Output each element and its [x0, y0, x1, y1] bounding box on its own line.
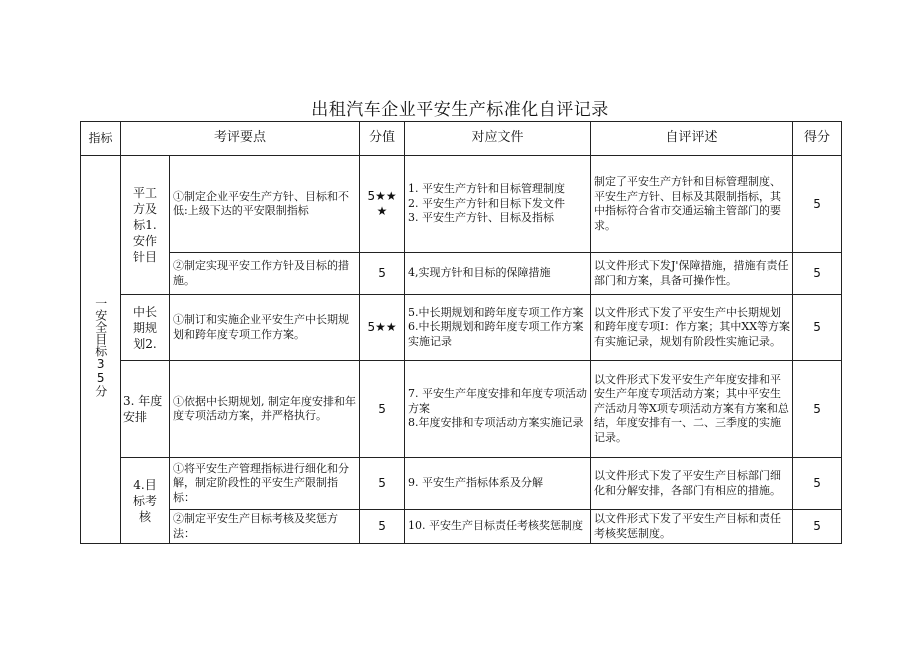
header-row — [81, 122, 842, 156]
sub-indicator-cell — [121, 458, 170, 544]
review-cell: 以文件形式下发了平安生产中长期规划和跨年度专项I：作方案；其中XX等方案有实施记录，规划有阶段性实施记录。 — [591, 295, 793, 361]
table-row — [81, 156, 842, 253]
header-documents: 对应文件 — [405, 122, 591, 156]
review-cell: 以文件形式下发了平安生产目标和责任考核奖惩制度。 — [591, 510, 793, 544]
table-row — [81, 510, 842, 544]
documents-cell: 1. 平安生产方针和目标管理制度 2. 平安生产方针和目标下发文件 3. 平安生产方针、目标及指标 — [405, 156, 591, 253]
review-cell: 以文件形式下发平安生产年度安排和平安生产年度专项活动方案；其中平安生产活动月等X项专项活动方案有方案和总结，年度安排有一、二、三季度的实施记录。 — [591, 361, 793, 458]
self-evaluation-table — [80, 121, 842, 544]
score-cell: 5 — [793, 510, 842, 544]
review-cell: 以文件形式下发了平安生产目标部门细化和分解安排，各部门有相应的措施。 — [591, 458, 793, 510]
score-value-cell: 5 — [360, 510, 405, 544]
requirement-cell: ①制订和实施企业平安生产中长期规划和跨年度专项工作方案。 — [170, 295, 360, 361]
header-score: 得分 — [793, 122, 842, 156]
score-cell: 5 — [793, 361, 842, 458]
score-value-cell: 5 — [360, 253, 405, 295]
sub-indicator-label: 3. 年度安排 — [123, 394, 163, 424]
documents-cell: 9. 平安生产指标体系及分解 — [405, 458, 591, 510]
documents-cell: 5.中长期规划和跨年度专项工作方案 6.中长期规划和跨年度专项工作方案实施记录 — [405, 295, 591, 361]
score-value-cell: 5 — [360, 361, 405, 458]
requirement-cell: ①依据中长期规划, 制定年度安排和年度专项活动方案，并严格执行。 — [170, 361, 360, 458]
header-indicator: 指标 — [81, 122, 121, 156]
page-title: 出租汽车企业平安生产标准化自评记录 — [311, 100, 609, 120]
documents-cell: 4,实现方针和目标的保障措施 — [405, 253, 591, 295]
requirement-cell: ②制定平安生产目标考核及奖惩方法： — [170, 510, 360, 544]
category-cell — [81, 156, 121, 544]
sub-indicator-cell — [121, 156, 170, 295]
requirement-cell: ②制定实现平安工作方针及目标的措施。 — [170, 253, 360, 295]
sub-indicator-cell — [121, 295, 170, 361]
documents-cell: 10. 平安生产目标责任考核奖惩制度 — [405, 510, 591, 544]
table-row — [81, 295, 842, 361]
requirement-cell: ①将平安生产管理指标进行细化和分解，制定阶段性的平安生产限制指标： — [170, 458, 360, 510]
review-cell: 以文件形式下发J'保障措施，措施有责任部门和方案，具备可操作性。 — [591, 253, 793, 295]
score-value-cell — [360, 295, 405, 361]
sub-indicator-label: 中长期规划2. — [132, 304, 157, 351]
score-cell: 5 — [793, 295, 842, 361]
documents-cell: 7. 平安生产年度安排和年度专项活动方案 8.年度安排和专项活动方案实施记录 — [405, 361, 591, 458]
score-cell: 5 — [793, 253, 842, 295]
sub-indicator-label: 平工方及标1.安作针目 — [133, 186, 158, 264]
score-cell: 5 — [793, 156, 842, 253]
star-rating: 5★★★ — [367, 189, 397, 218]
category-label: 一安全目标35分 — [93, 297, 108, 398]
score-value-cell: 5 — [360, 458, 405, 510]
table-row — [81, 458, 842, 510]
review-cell: 制定了平安生产方针和目标管理制度、平安生产方针、目标及其限制指标，其中指标符合省市交通运输主管部门的要求。 — [591, 156, 793, 253]
star-rating: 5★★ — [367, 319, 397, 334]
sub-indicator-cell — [121, 361, 170, 458]
table-row — [81, 253, 842, 295]
header-score-value: 分值 — [360, 122, 405, 156]
score-value-cell — [360, 156, 405, 253]
sub-indicator-label: 4.目标考核 — [132, 477, 157, 524]
requirement-cell: ①制定企业平安生产方针、目标和不低:上级下达的平安限制指标 — [170, 156, 360, 253]
score-cell: 5 — [793, 458, 842, 510]
header-self-review: 自评评述 — [591, 122, 793, 156]
header-requirement: 考评要点 — [121, 122, 360, 156]
table-row — [81, 361, 842, 458]
